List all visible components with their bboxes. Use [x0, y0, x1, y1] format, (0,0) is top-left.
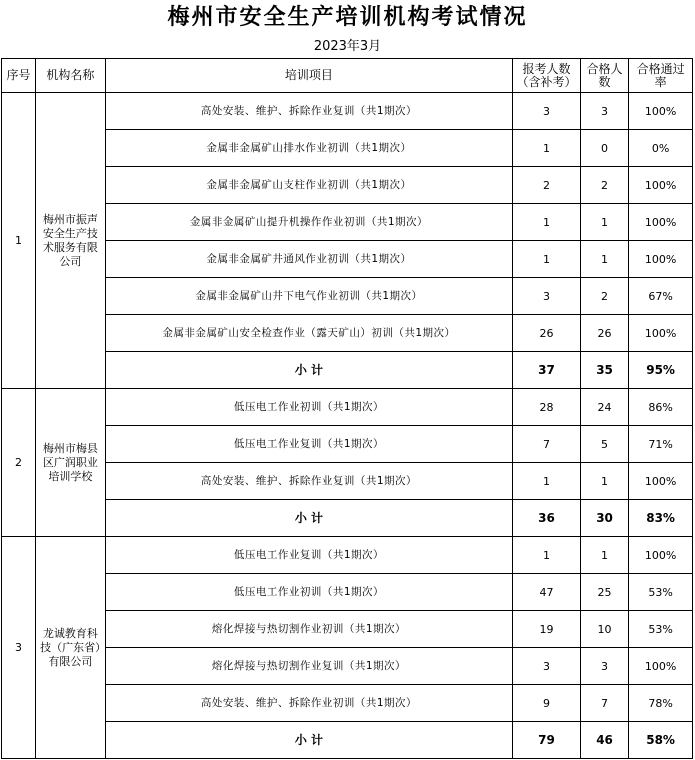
applicants-cell[interactable]: 1	[513, 130, 581, 167]
passed-cell[interactable]: 1	[580, 241, 628, 278]
project-cell[interactable]: 熔化焊接与热切割作业复训（共1期次）	[105, 648, 512, 685]
table-row	[2, 611, 693, 648]
passed-cell[interactable]: 2	[580, 278, 628, 315]
header-passed[interactable]: 合格人数	[580, 59, 628, 93]
project-cell[interactable]: 金属非金属矿山提升机操作作业初训（共1期次）	[105, 204, 512, 241]
report-date: 2023年3月	[313, 39, 382, 54]
applicants-cell[interactable]: 19	[513, 611, 581, 648]
applicants-cell[interactable]: 3	[513, 648, 581, 685]
subtotal-label[interactable]: 小 计	[105, 352, 512, 389]
table-row	[2, 426, 693, 463]
passed-cell[interactable]: 1	[580, 204, 628, 241]
passed-cell[interactable]: 24	[580, 389, 628, 426]
table-row	[2, 93, 693, 130]
rate-cell[interactable]: 78%	[629, 685, 693, 722]
project-cell[interactable]: 金属非金属矿井通风作业初训（共1期次）	[105, 241, 512, 278]
subtotal-rate[interactable]: 58%	[629, 722, 693, 759]
rate-cell[interactable]: 100%	[629, 315, 693, 352]
rate-cell[interactable]: 71%	[629, 426, 693, 463]
org-name-cell[interactable]: 龙诚教育科技（广东省）有限公司	[35, 537, 105, 759]
applicants-cell[interactable]: 9	[513, 685, 581, 722]
passed-cell[interactable]: 26	[580, 315, 628, 352]
passed-cell[interactable]: 5	[580, 426, 628, 463]
applicants-cell[interactable]: 28	[513, 389, 581, 426]
applicants-cell[interactable]: 1	[513, 537, 581, 574]
applicants-cell[interactable]: 2	[513, 167, 581, 204]
passed-cell[interactable]: 1	[580, 463, 628, 500]
subtotal-row	[2, 352, 693, 389]
seq-cell[interactable]: 2	[2, 389, 36, 537]
applicants-cell[interactable]: 3	[513, 278, 581, 315]
table-row	[2, 278, 693, 315]
applicants-cell[interactable]: 1	[513, 241, 581, 278]
project-cell[interactable]: 金属非金属矿山支柱作业初训（共1期次）	[105, 167, 512, 204]
org-name-cell[interactable]: 梅州市振声安全生产技术服务有限公司	[35, 93, 105, 389]
rate-cell[interactable]: 100%	[629, 93, 693, 130]
project-cell[interactable]: 金属非金属矿山井下电气作业初训（共1期次）	[105, 278, 512, 315]
header-applicants[interactable]: 报考人数（含补考）	[513, 59, 581, 93]
applicants-cell[interactable]: 1	[513, 204, 581, 241]
rate-cell[interactable]: 86%	[629, 389, 693, 426]
subtotal-label[interactable]: 小 计	[105, 722, 512, 759]
header-row	[2, 59, 693, 93]
table-row	[2, 574, 693, 611]
subtotal-passed[interactable]: 30	[580, 500, 628, 537]
project-cell[interactable]: 低压电工作业复训（共1期次）	[105, 537, 512, 574]
passed-cell[interactable]: 1	[580, 537, 628, 574]
subtotal-passed[interactable]: 46	[580, 722, 628, 759]
rate-cell[interactable]: 100%	[629, 204, 693, 241]
header-org[interactable]: 机构名称	[35, 59, 105, 93]
page-title: 梅州市安全生产培训机构考试情况	[167, 5, 528, 30]
passed-cell[interactable]: 3	[580, 93, 628, 130]
subtotal-row	[2, 722, 693, 759]
rate-cell[interactable]: 0%	[629, 130, 693, 167]
table-row	[2, 537, 693, 574]
rate-cell[interactable]: 53%	[629, 611, 693, 648]
rate-cell[interactable]: 100%	[629, 463, 693, 500]
passed-cell[interactable]: 10	[580, 611, 628, 648]
project-cell[interactable]: 金属非金属矿山排水作业初训（共1期次）	[105, 130, 512, 167]
seq-cell[interactable]: 1	[2, 93, 36, 389]
table-row	[2, 130, 693, 167]
rate-cell[interactable]: 100%	[629, 648, 693, 685]
rate-cell[interactable]: 53%	[629, 574, 693, 611]
table-row	[2, 167, 693, 204]
rate-cell[interactable]: 67%	[629, 278, 693, 315]
applicants-cell[interactable]: 26	[513, 315, 581, 352]
passed-cell[interactable]: 2	[580, 167, 628, 204]
header-seq[interactable]: 序号	[2, 59, 36, 93]
table-row	[2, 648, 693, 685]
table-row	[2, 389, 693, 426]
project-cell[interactable]: 高处安装、维护、拆除作业初训（共1期次）	[105, 685, 512, 722]
table-row	[2, 315, 693, 352]
exam-results-table	[1, 58, 693, 759]
subtotal-label[interactable]: 小 计	[105, 500, 512, 537]
subtotal-passed[interactable]: 35	[580, 352, 628, 389]
applicants-cell[interactable]: 1	[513, 463, 581, 500]
table-row	[2, 241, 693, 278]
passed-cell[interactable]: 3	[580, 648, 628, 685]
rate-cell[interactable]: 100%	[629, 167, 693, 204]
project-cell[interactable]: 熔化焊接与热切割作业初训（共1期次）	[105, 611, 512, 648]
subtotal-row	[2, 500, 693, 537]
header-rate[interactable]: 合格通过率	[629, 59, 693, 93]
rate-cell[interactable]: 100%	[629, 241, 693, 278]
table-row	[2, 463, 693, 500]
project-cell[interactable]: 低压电工作业初训（共1期次）	[105, 389, 512, 426]
subtotal-applicants[interactable]: 37	[513, 352, 581, 389]
org-name-cell[interactable]: 梅州市梅县区广润职业培训学校	[35, 389, 105, 537]
project-cell[interactable]: 低压电工作业复训（共1期次）	[105, 426, 512, 463]
passed-cell[interactable]: 0	[580, 130, 628, 167]
table-row	[2, 685, 693, 722]
subtotal-rate[interactable]: 95%	[629, 352, 693, 389]
header-project[interactable]: 培训项目	[105, 59, 512, 93]
applicants-cell[interactable]: 7	[513, 426, 581, 463]
subtotal-applicants[interactable]: 79	[513, 722, 581, 759]
project-cell[interactable]: 低压电工作业初训（共1期次）	[105, 574, 512, 611]
passed-cell[interactable]: 25	[580, 574, 628, 611]
applicants-cell[interactable]: 47	[513, 574, 581, 611]
passed-cell[interactable]: 7	[580, 685, 628, 722]
subtotal-applicants[interactable]: 36	[513, 500, 581, 537]
subtotal-rate[interactable]: 83%	[629, 500, 693, 537]
project-cell[interactable]: 金属非金属矿山安全检查作业（露天矿山）初训（共1期次）	[105, 315, 512, 352]
rate-cell[interactable]: 100%	[629, 537, 693, 574]
table-row	[2, 204, 693, 241]
applicants-cell[interactable]: 3	[513, 93, 581, 130]
seq-cell[interactable]: 3	[2, 537, 36, 759]
project-cell[interactable]: 高处安装、维护、拆除作业复训（共1期次）	[105, 93, 512, 130]
project-cell[interactable]: 高处安装、维护、拆除作业复训（共1期次）	[105, 463, 512, 500]
